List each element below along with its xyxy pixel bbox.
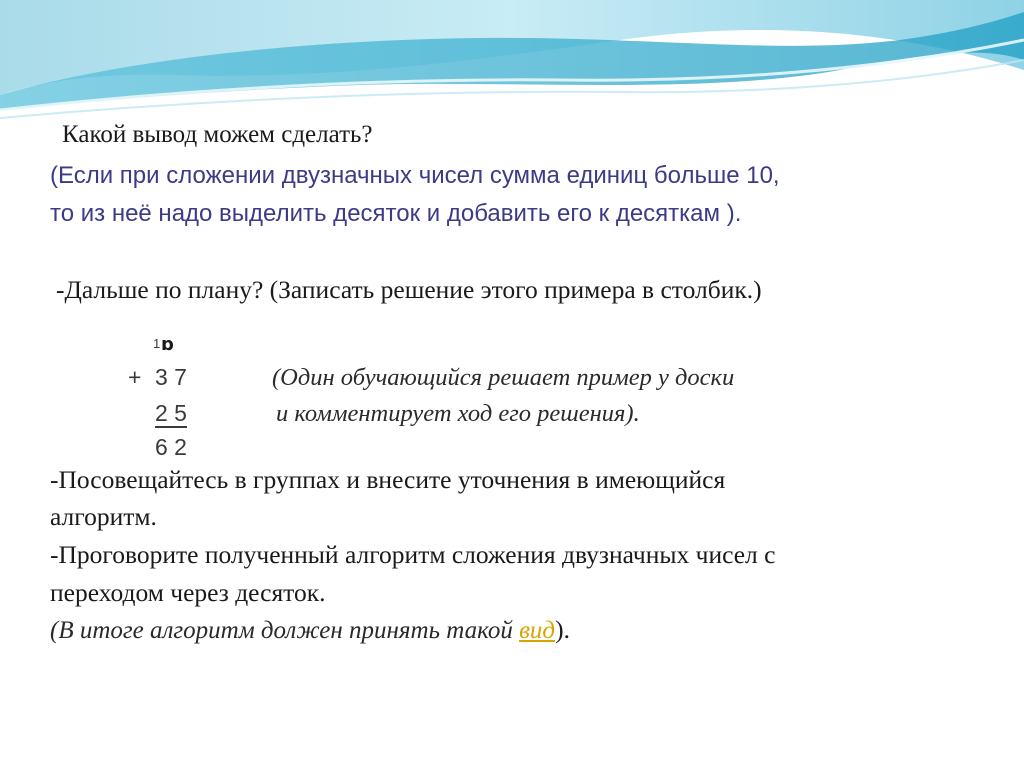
plus-sign: +: [128, 364, 142, 390]
final-suffix: ).: [555, 615, 570, 644]
answer-line-2: то из неё надо выделить десяток и добавить его к десяткам ).: [50, 200, 742, 227]
next-step-text: -Дальше по плану? (Записать решение этого примера в столбик.): [56, 275, 762, 304]
comment-line-2: и комментирует ход его решения).: [276, 400, 640, 427]
carry-digit: 1: [153, 336, 161, 351]
comment-line-1: (Один обучающийся решает пример у доски: [272, 364, 735, 391]
addend-1: 3 7: [155, 364, 187, 390]
answer-line-1: (Если при сложении двузначных чисел сумма единиц больше 10,: [50, 162, 780, 189]
question-text: Какой вывод можем сделать?: [62, 121, 373, 148]
addend-2: 2 5: [155, 400, 187, 426]
final-statement: [50, 615, 570, 645]
sum-result: 6 2: [155, 434, 187, 460]
task1-line-1: -Посовещайтесь в группах и внесите уточнения в имеющийся: [50, 465, 726, 494]
final-prefix: (В итоге алгоритм должен принять такой: [50, 617, 520, 644]
header-wave-decoration: [0, 0, 1024, 140]
task2-line-2: переходом через десяток.: [50, 578, 326, 607]
task1-line-2: алгоритм.: [50, 502, 157, 531]
carry-arrow-icon: ɒ: [161, 334, 174, 355]
task2-line-1: -Проговорите полученный алгоритм сложения двузначных чисел с: [50, 540, 776, 569]
view-link[interactable]: вид: [519, 617, 556, 644]
